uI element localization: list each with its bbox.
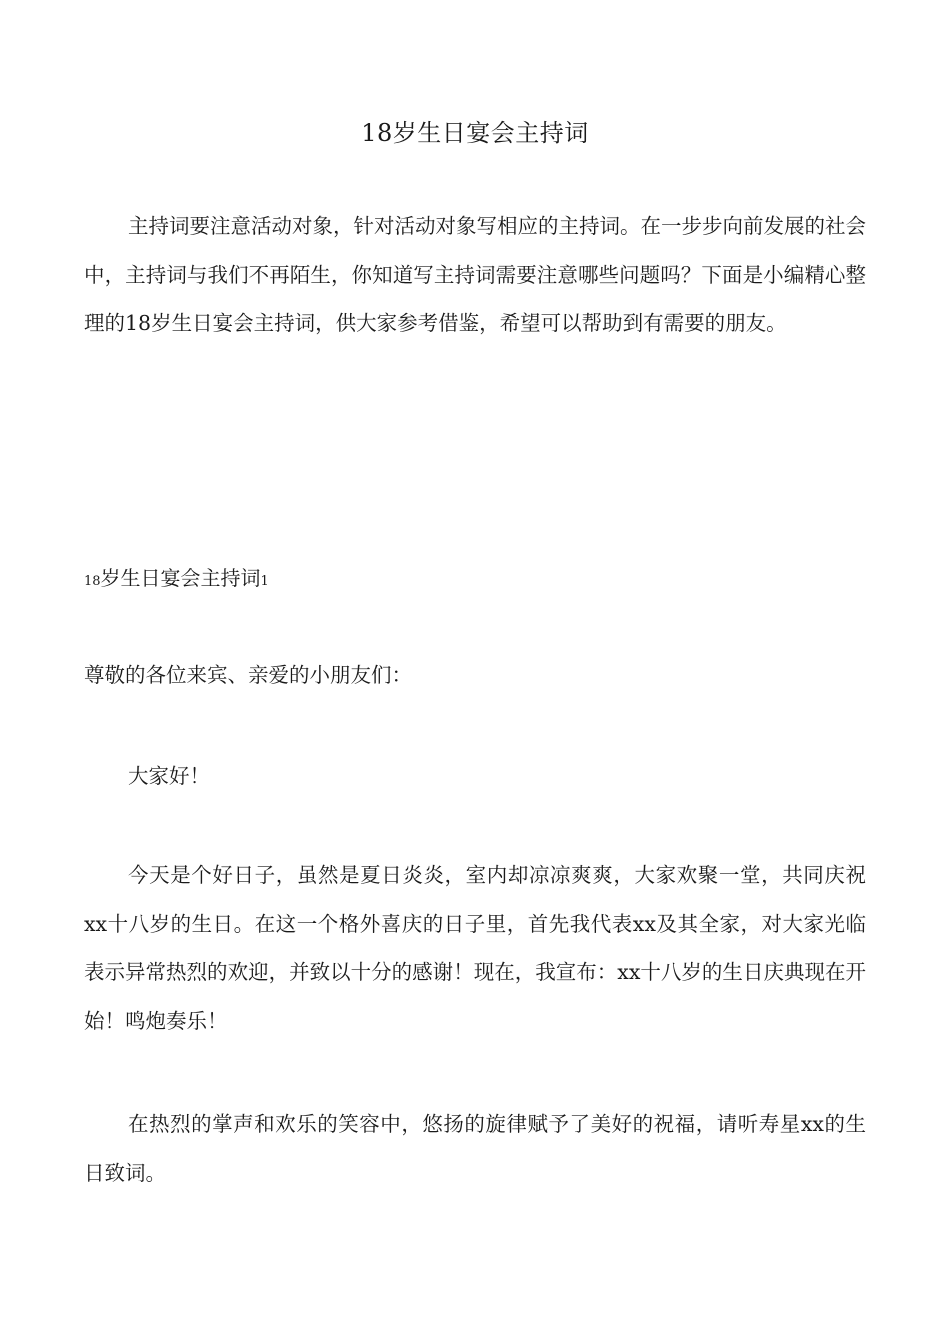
body-paragraph-1: 今天是个好日子，虽然是夏日炎炎，室内却凉凉爽爽，大家欢聚一堂，共同庆祝xx十八岁的生日。在这一个格外喜庆的日子里，首先我代表xx及其全家，对大家光临表示异常热烈的欢迎，并致以十分的感谢！现在，我宣布：xx十八岁的生日庆典现在开始！鸣炮奏乐！ xyxy=(84,863,866,1033)
intro-paragraph: 主持词要注意活动对象，针对活动对象写相应的主持词。在一步步向前发展的社会中，主持词与我们不再陌生，你知道写主持词需要注意哪些问题吗？下面是小编精心整理的18岁生日宴会主持词，供大家参考借鉴，希望可以帮助到有需要的朋友。 xyxy=(84,214,866,335)
section-heading-text: 岁生日宴会主持词 xyxy=(100,566,261,590)
body-paragraph-2: 在热烈的掌声和欢乐的笑容中，悠扬的旋律赋予了美好的祝福，请听寿星xx的生日致词。 xyxy=(84,1112,866,1185)
section-heading-suffix: 1 xyxy=(260,574,269,589)
section-heading xyxy=(84,560,269,600)
greeting: 大家好！ xyxy=(128,764,210,788)
salutation: 尊敬的各位来宾、亲爱的小朋友们： xyxy=(84,663,412,687)
section-heading-prefix: 18 xyxy=(84,574,101,589)
document-title: 18岁生日宴会主持词 xyxy=(361,119,589,147)
